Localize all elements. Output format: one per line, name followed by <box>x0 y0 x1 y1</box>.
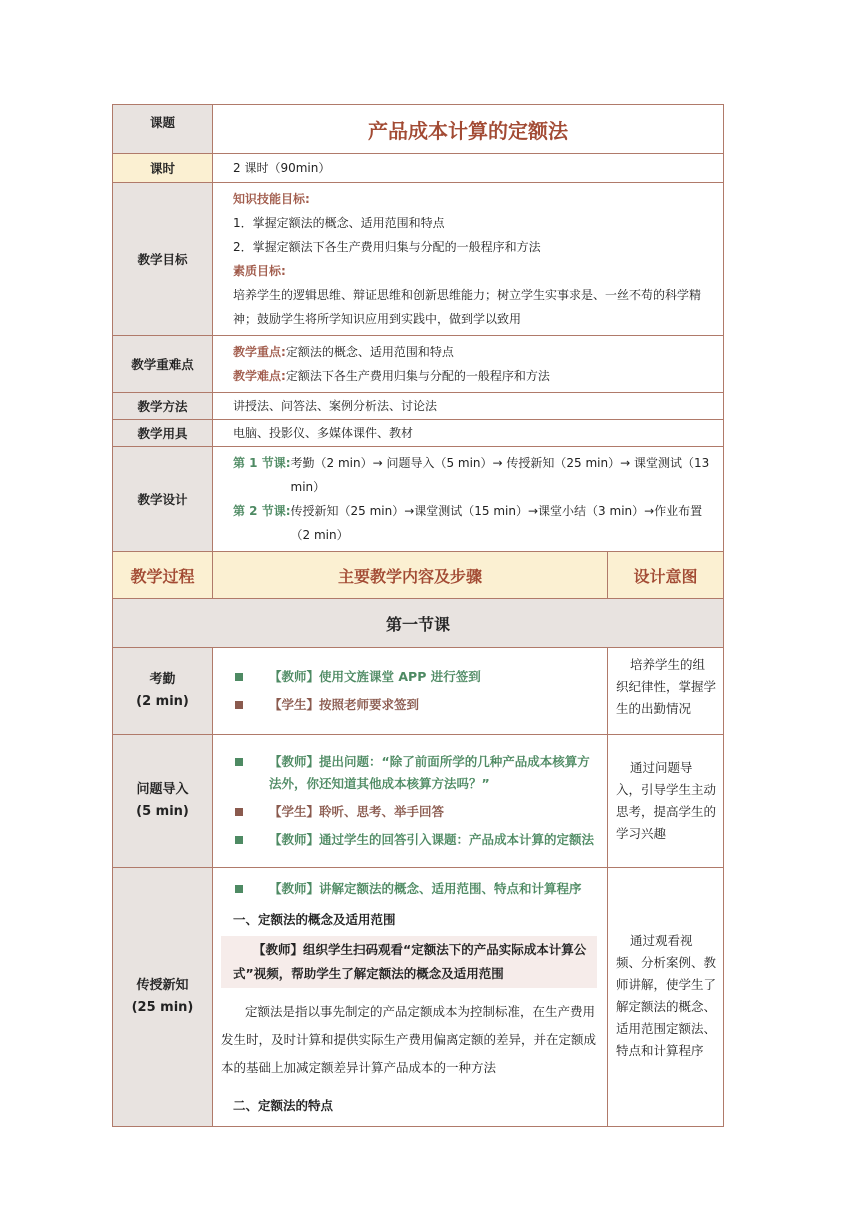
intro-time: (5 min) <box>136 804 189 819</box>
intro-label: 问题导入 <box>136 782 189 797</box>
row-section1 <box>113 599 724 648</box>
teach-highlight: 【教师】组织学生扫码观看“定额法下的产品实际成本计算公式”视频，帮助学生了解定额法的概念及适用范围 <box>221 936 597 988</box>
attendance-bullet-student <box>235 694 601 716</box>
goal-skill-heading: 知识技能目标: <box>233 192 310 206</box>
key-point-label: 教学重点: <box>233 345 286 359</box>
intro-bullet-student <box>235 801 601 823</box>
goal-quality-text: 培养学生的逻辑思维、辩证思维和创新思维能力；树立学生实事求是、一丝不苟的科学精神；鼓励学生将所学知识应用到实践中，做到学以致用 <box>233 288 702 326</box>
process-header-col1: 教学过程 <box>113 552 213 599</box>
design-lesson1-text: 考勤（2 min）→ 问题导入（5 min）→ 传授新知（25 min）→ 课堂测试（13 min） <box>290 456 710 494</box>
lesson-plan-table <box>112 104 724 1127</box>
row-key-points <box>113 336 724 393</box>
process-header-col3: 设计意图 <box>608 552 724 599</box>
key-content <box>213 336 724 393</box>
design-lesson2-label: 第 2 节课: <box>233 504 291 518</box>
row-design <box>113 447 724 552</box>
design-lesson1-label: 第 1 节课: <box>233 456 291 470</box>
page-title: 产品成本计算的定额法 <box>213 105 724 154</box>
attendance-bullet-teacher <box>235 666 601 688</box>
row-method <box>113 393 724 420</box>
intro-bullet-question-text: 【教师】提出问题：“除了前面所学的几种产品成本核算方法外，你还知道其他成本核算方法吗？” <box>269 754 590 791</box>
teach-content <box>213 868 608 1127</box>
goal-content <box>213 183 724 336</box>
intro-bullet-lead <box>235 829 601 851</box>
teach-intent: 通过观看视频、分析案例、教师讲解，使学生了解定额法的概念、适用范围定额法、特点和计算程序 <box>608 868 724 1127</box>
attendance-time: (2 min) <box>136 694 189 709</box>
teach-bullet-explain <box>235 878 601 900</box>
tools-label: 教学用具 <box>113 420 213 447</box>
attendance-content <box>213 648 608 735</box>
tools-value: 电脑、投影仪、多媒体课件、教材 <box>213 420 724 447</box>
bullet-square-icon <box>235 758 243 766</box>
intro-content <box>213 735 608 868</box>
method-value: 讲授法、问答法、案例分析法、讨论法 <box>213 393 724 420</box>
goal-label: 教学目标 <box>113 183 213 336</box>
difficult-point-text: 定额法下各生产费用归集与分配的一般程序和方法 <box>285 369 550 383</box>
row-attendance <box>113 648 724 735</box>
goal-skill-1: 1．掌握定额法的概念、适用范围和特点 <box>233 216 445 230</box>
row-teach <box>113 868 724 1127</box>
design-content <box>213 447 724 552</box>
teach-time: (25 min) <box>131 1000 194 1015</box>
teach-label: 传授新知 <box>136 978 189 993</box>
intro-bullet-question <box>235 751 601 795</box>
attendance-bullet-teacher-text: 【教师】使用文旌课堂 APP 进行签到 <box>269 669 481 684</box>
attendance-label: 考勤 <box>149 672 176 687</box>
teach-bullet-explain-text: 【教师】讲解定额法的概念、适用范围、特点和计算程序 <box>269 881 582 896</box>
row-tools <box>113 420 724 447</box>
teach-label-cell <box>113 868 213 1127</box>
bullet-square-icon <box>235 701 243 709</box>
section1-title: 第一节课 <box>113 599 724 648</box>
row-hours <box>113 154 724 183</box>
design-lesson2-text: 传授新知（25 min）→课堂测试（15 min）→课堂小结（3 min）→作业布置（2 min） <box>290 504 703 542</box>
hours-value: 2 课时（90min） <box>213 154 724 183</box>
process-header-col2: 主要教学内容及步骤 <box>213 552 608 599</box>
bullet-square-icon <box>235 885 243 893</box>
row-process-header <box>113 552 724 599</box>
teach-heading-1: 一、定额法的概念及适用范围 <box>233 912 396 927</box>
bullet-square-icon <box>235 673 243 681</box>
teach-paragraph: 定额法是指以事先制定的产品定额成本为控制标准，在生产费用发生时，及时计算和提供实际生产费用偏离定额的差异，并在定额成本的基础上加减定额差异计算产品成本的一种方法 <box>221 1004 597 1075</box>
row-goals <box>113 183 724 336</box>
intro-intent: 通过问题导入，引导学生主动思考，提高学生的学习兴趣 <box>608 735 724 868</box>
lesson-plan-page <box>112 104 723 1127</box>
intro-bullet-student-text: 【学生】聆听、思考、举手回答 <box>269 804 445 819</box>
topic-label: 课题 <box>113 105 213 154</box>
attendance-bullet-student-text: 【学生】按照老师要求签到 <box>269 697 420 712</box>
key-label: 教学重难点 <box>113 336 213 393</box>
hours-label: 课时 <box>113 154 213 183</box>
attendance-intent: 培养学生的组织纪律性，掌握学生的出勤情况 <box>608 648 724 735</box>
intro-bullet-lead-text: 【教师】通过学生的回答引入课题：产品成本计算的定额法 <box>269 832 595 847</box>
row-topic <box>113 105 724 154</box>
attendance-label-cell <box>113 648 213 735</box>
design-label: 教学设计 <box>113 447 213 552</box>
method-label: 教学方法 <box>113 393 213 420</box>
teach-heading-2: 二、定额法的特点 <box>233 1098 334 1113</box>
bullet-square-icon <box>235 808 243 816</box>
bullet-square-icon <box>235 836 243 844</box>
goal-skill-2: 2．掌握定额法下各生产费用归集与分配的一般程序和方法 <box>233 240 541 254</box>
intro-label-cell <box>113 735 213 868</box>
key-point-text: 定额法的概念、适用范围和特点 <box>285 345 454 359</box>
difficult-point-label: 教学难点: <box>233 369 286 383</box>
goal-quality-heading: 素质目标: <box>233 264 286 278</box>
row-intro <box>113 735 724 868</box>
